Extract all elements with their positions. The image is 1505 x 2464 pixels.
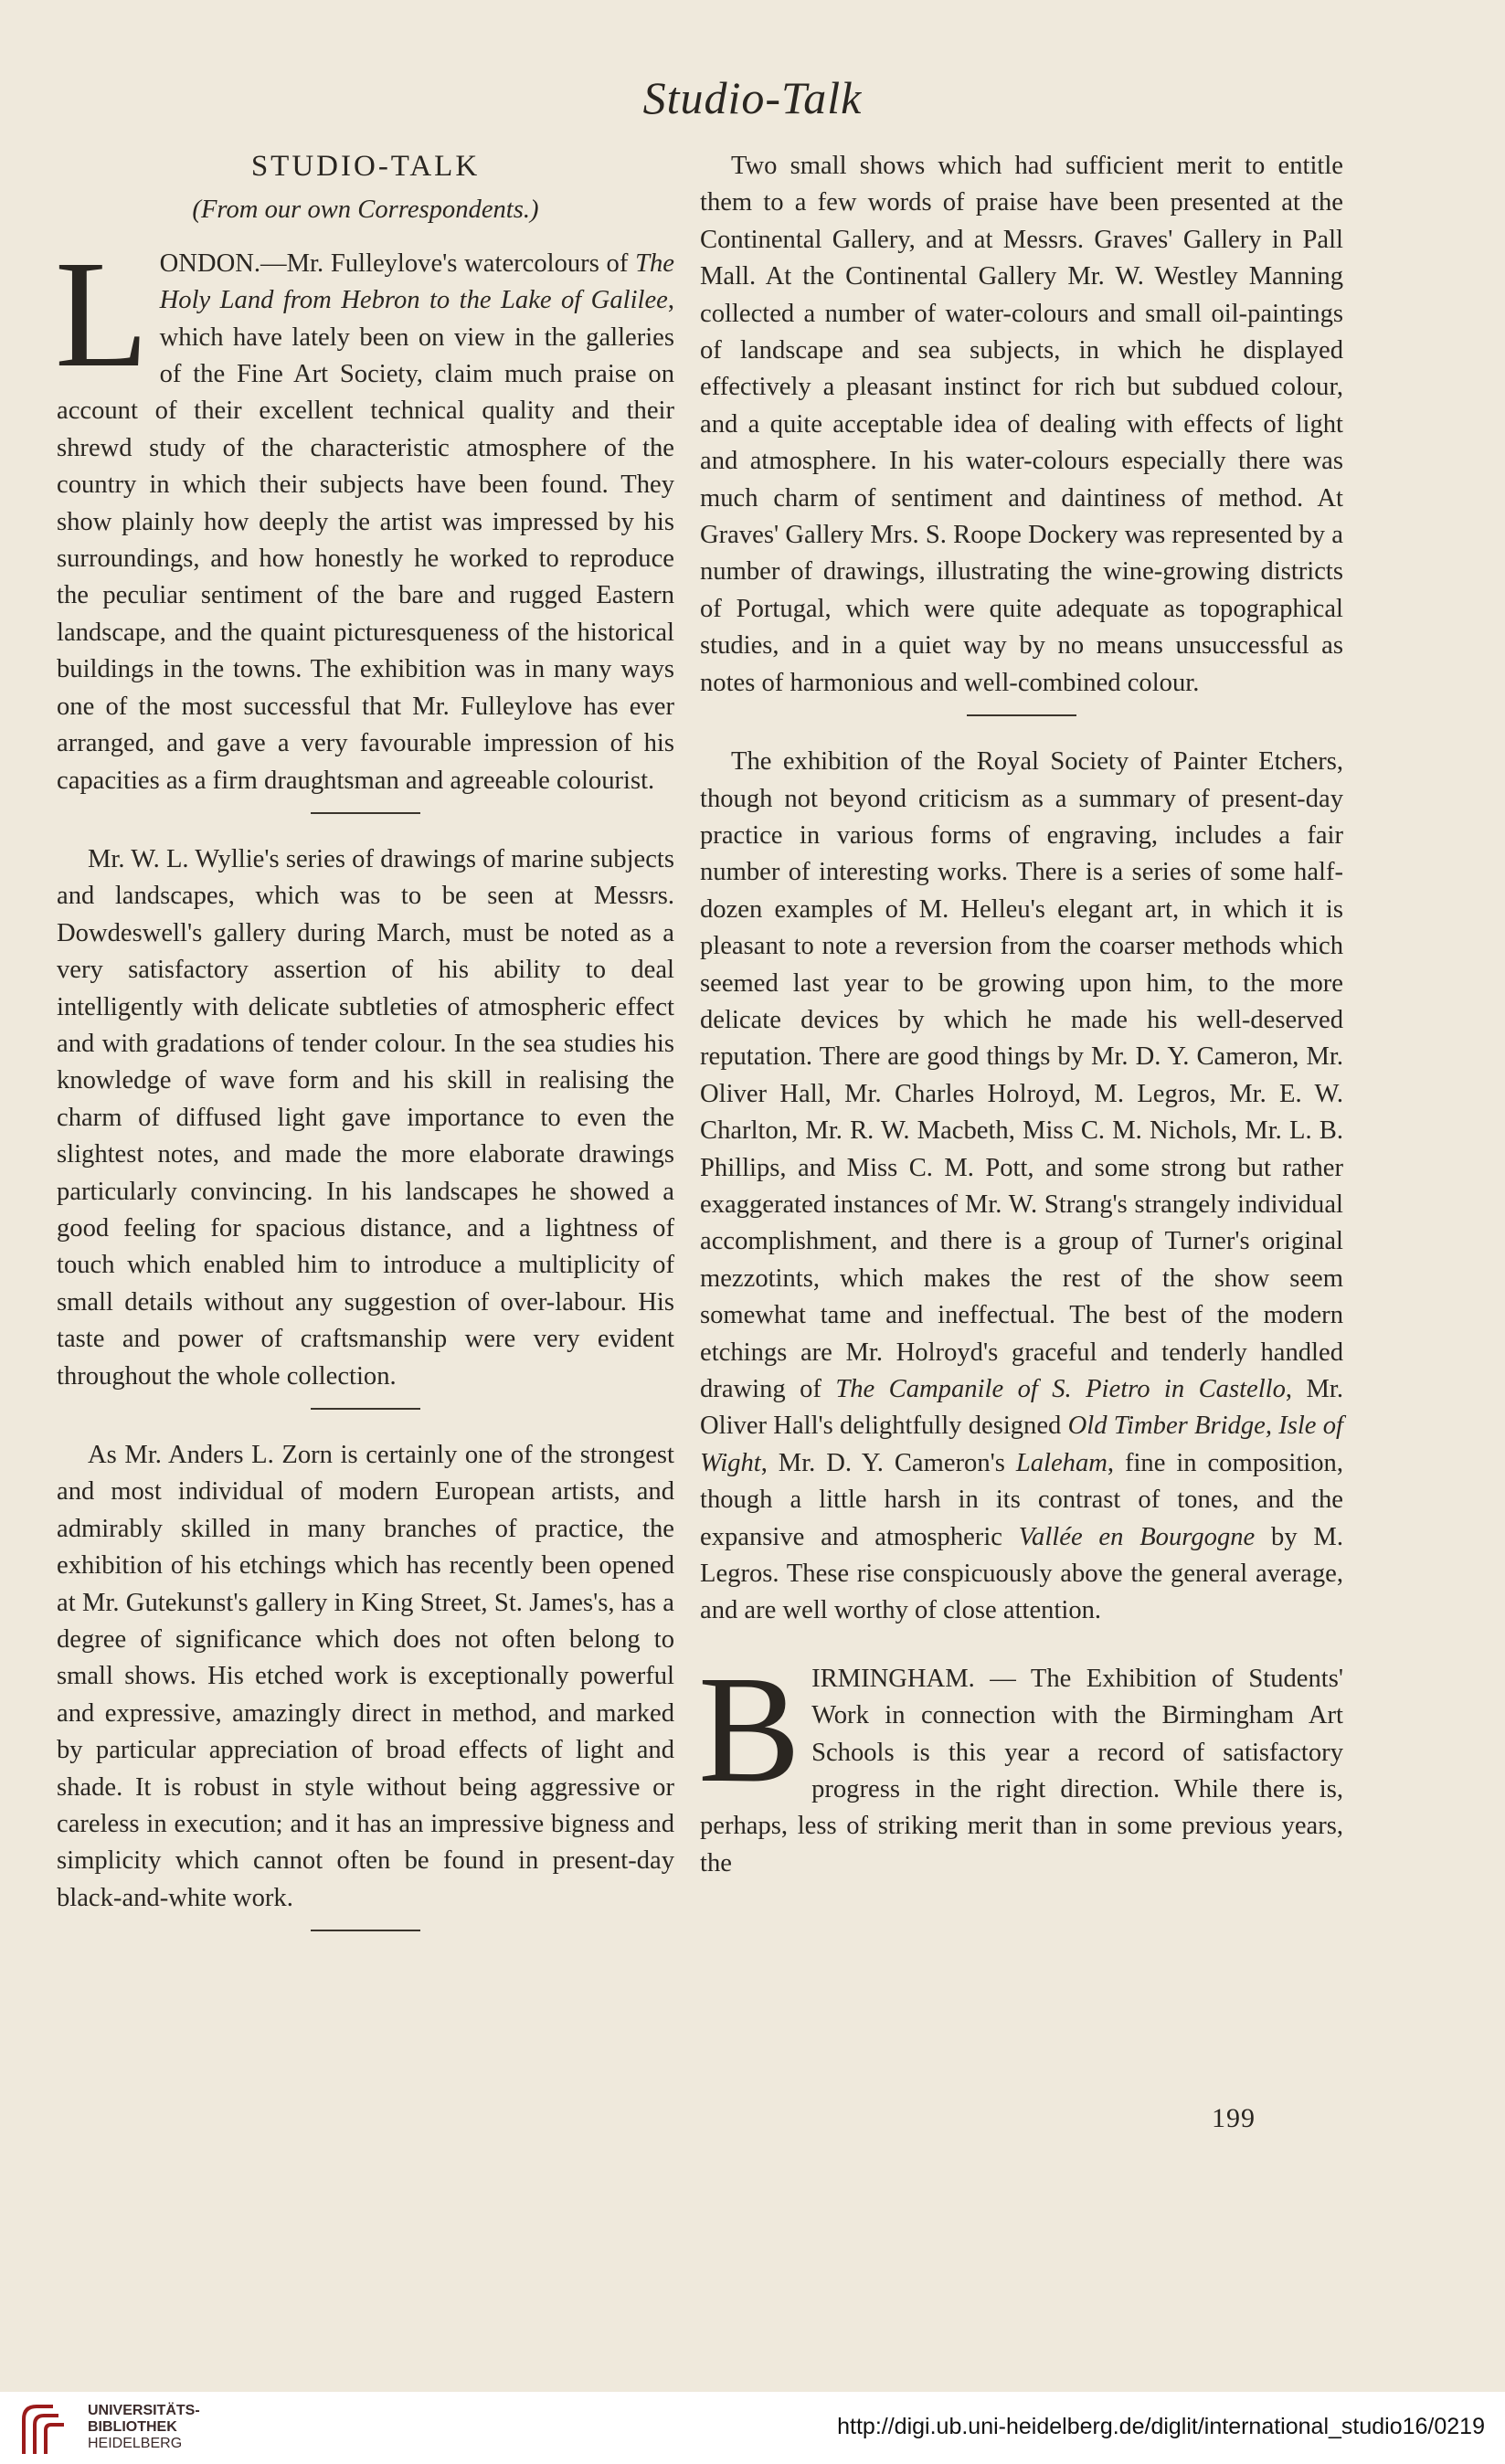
etchers-text-4: , fine in composition, though a little harsh in its contrast of tones, and the expansive and atmospheric	[700, 1448, 1343, 1551]
left-column	[57, 148, 674, 1959]
etchers-text-5: by M. Legros. These rise conspicuously above the general average, and are well worthy of close attention.	[700, 1522, 1344, 1625]
section-rule	[311, 1930, 420, 1931]
institution-line-1: UNIVERSITÄTS-	[88, 2403, 200, 2418]
etching-title-laleham: Laleham	[1015, 1448, 1108, 1477]
paragraph-etchers	[700, 744, 1343, 1630]
section-rule	[311, 812, 420, 814]
paragraph-wyllie: Mr. W. L. Wyllie's series of drawings of marine subjects and landscapes, which was to be seen at Messrs. Dowdeswell's gallery during March, must be noted as a very satisfactory assertion of his ability to deal intelligently with delicate subtleties of atmospheric effect and with gradations of tender colour. In the sea studies his knowledge of wave form and his skill in realising the charm of diffused light gave importance to even the slightest notes, and made the more elaborate drawings particularly convincing. In his landscapes he showed a good feeling for spacious distance, and a lightness of touch which enabled him to introduce a multiplicity of small details without any suggestion of over-labour. His taste and power of craftsmanship were very evident throughout the whole collection.	[57, 844, 674, 1391]
page-number: 199	[1212, 2103, 1256, 2133]
section-rule	[967, 714, 1076, 716]
dropcap-l: L	[55, 228, 149, 399]
footer-bar	[0, 2392, 1505, 2464]
running-head: Studio-Talk	[642, 72, 863, 123]
paragraph-london	[55, 228, 674, 799]
paragraph-zorn: As Mr. Anders L. Zorn is certainly one of the strongest and most individual of modern European artists, and admirably skilled in many branches of practice, the exhibition of his etchings which has recently been opened at Mr. Gutekunst's gallery in King Street, St. James's, has a degree of significance which does not often belong to small shows. His etched work is exceptionally powerful and expressive, amazingly direct in method, and marked by particular appreciation of broad effects of light and shade. It is robust in style without being aggressive or careless in execution; and it has an impressive bigness and simplicity which cannot often be found in present-day black-and-white work.	[57, 1441, 674, 1912]
birmingham-text: IRMINGHAM. — The Exhibition of Students' Work in connection with the Birmingham Art Schools is this year a record of satisfactory progress in the right direction. While there is, perhaps, less of striking merit than in some previous years, the	[700, 1664, 1343, 1877]
right-column	[700, 148, 1343, 1882]
etching-title-timber-bridge: Old Timber Bridge, Isle of Wight	[700, 1412, 1343, 1477]
etching-title-vallee: Vallée en Bourgogne	[1018, 1522, 1256, 1551]
london-text-2: , which have lately been on view in the galleries of the Fine Art Society, claim much praise on account of their excellent technical quality and their shrewd study of the characteristic atmosphere of the country in which their subjects have been found. They show plainly how deeply the artist was impressed by his surroundings, and how honestly he worked to reproduce the peculiar sentiment of the bare and rugged Eastern landscape, and the quaint picturesqueness of the historical buildings in the towns. The exhibition was in many ways one of the most successful that Mr. Fulleylove has ever arranged, and gave a very favourable impression of his capacities as a firm draughtsman and agreeable colourist.	[57, 286, 674, 795]
source-url-link[interactable]: http://digi.ub.uni-heidelberg.de/diglit/international_studio16/0219	[837, 2414, 1485, 2439]
library-logo-icon	[16, 2399, 80, 2458]
paragraph-graves: Two small shows which had sufficient merit to entitle them to a few words of praise have been presented at the Continental Gallery, and at Messrs. Graves' Gallery in Pall Mall. At the Continental Gallery Mr. W. Westley Manning collected a number of water-colours and small oil-paintings of landscape and sea subjects, in which he displayed effectively a pleasant instinct for rich but subdued colour, and a quite acceptable idea of dealing with effects of light and atmosphere. In his water-colours especially there was much charm of sentiment and daintiness of method. At Graves' Gallery Mrs. S. Roope Dockery was represented by a number of drawings, illustrating the wine-growing districts of Portugal, which were quite adequate as topographical studies, and in a quiet way by no means unsuccessful as notes of harmonious and well-combined colour.	[700, 152, 1343, 697]
etching-title-campanile: The Campanile of S. Pietro in Castello	[835, 1375, 1286, 1403]
institution-line-2: BIBLIOTHEK	[88, 2419, 177, 2435]
etchers-text-2: , Mr. Oliver Hall's delightfully designed	[700, 1375, 1343, 1441]
london-text-1: ONDON.—Mr. Fulleylove's watercolours of	[159, 249, 636, 278]
section-subheading: (From our own Correspondents.)	[192, 196, 539, 225]
etchers-text-3: , Mr. D. Y. Cameron's	[760, 1448, 1016, 1477]
etchers-text-1: The exhibition of the Royal Society of Painter Etchers, though not beyond criticism as a summary of present-day practice in various forms of engraving, includes a fair number of interesting works. There is a series of some half-dozen examples of M. Helleu's elegant art, in which it is pleasant to note a reversion from the coarser methods which seemed last year to be growing upon him, to the more delicate devices by which he made his well-deserved reputation. There are good things by Mr. D. Y. Cameron, Mr. Oliver Hall, Mr. Charles Holroyd, M. Legros, Mr. E. W. Charlton, Mr. R. W. Macbeth, Miss C. M. Nichols, Mr. L. B. Phillips, and Miss C. M. Pott, and some strong but rather exaggerated instances of Mr. W. Strang's strangely individual accomplishment, and there is a group of Turner's original mezzotints, which makes the rest of the show seem somewhat tame and ineffectual. The best of the modern etchings are Mr. Holroyd's graceful and tenderly handled drawing of	[700, 747, 1343, 1403]
dropcap-b: B	[698, 1644, 801, 1814]
institution-name	[88, 2403, 200, 2452]
london-title: The Holy Land from Hebron to the Lake of Galilee	[159, 249, 674, 315]
institution-line-3: HEIDELBERG	[88, 2436, 183, 2451]
section-rule	[311, 1408, 420, 1410]
section-heading: STUDIO-TALK	[250, 150, 481, 183]
paragraph-birmingham	[698, 1644, 1343, 1882]
